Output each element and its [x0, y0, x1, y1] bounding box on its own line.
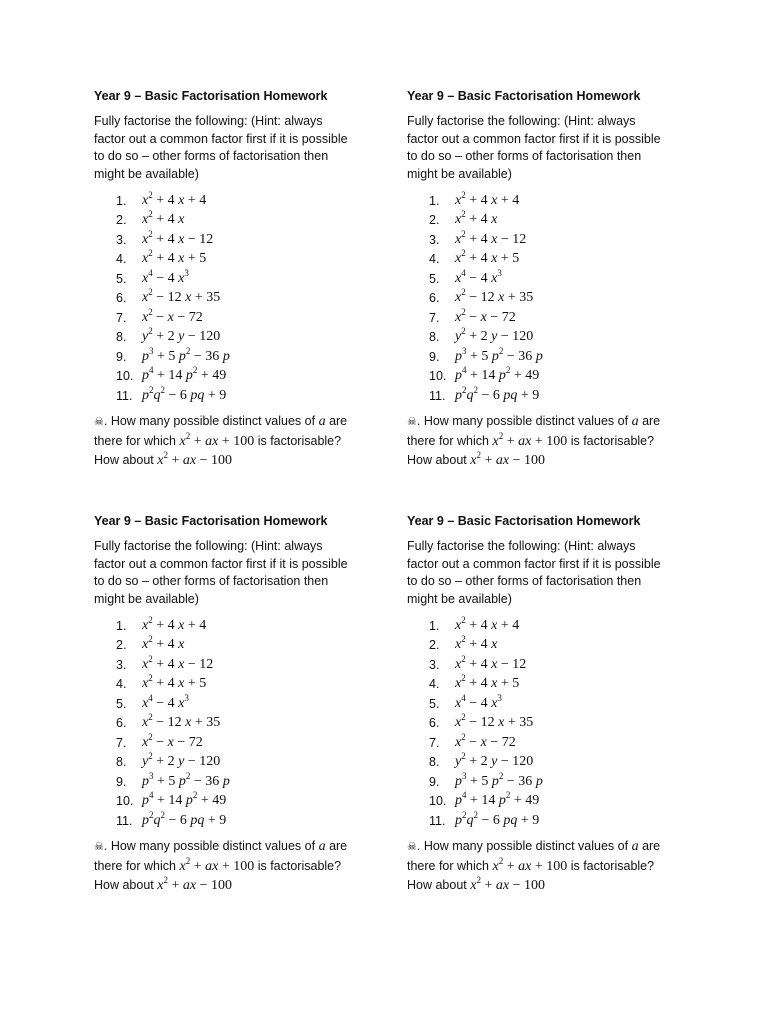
problem-expression: $y^2 + 2$ y − 120: [142, 326, 221, 345]
problem-list: [94, 616, 384, 831]
problem-number: 4.: [116, 252, 127, 267]
challenge-expression-2: $x^2$ + ax − 100: [470, 874, 545, 893]
challenge-expression-2: $x^2$ + ax − 100: [157, 449, 232, 468]
problem-number: 2.: [429, 213, 440, 228]
problem-expression: $p^3 + 5$ $p^2 - 36$ p: [455, 770, 543, 789]
problem-item: [429, 289, 697, 309]
problem-expression: $p^3 + 5$ $p^2 - 36$ p: [142, 770, 230, 789]
challenge-expression-1: $x^2$ + ax + 100: [179, 855, 255, 874]
challenge-expression-1: $x^2$ + ax + 100: [179, 430, 255, 449]
problem-item: [116, 772, 384, 792]
problem-number: 10.: [116, 794, 134, 809]
problem-expression: $x^2 + 4$ x − 12: [142, 228, 214, 247]
problem-item: [116, 811, 384, 831]
challenge-text-1: . How many possible distinct values of: [416, 413, 629, 428]
problem-item: [116, 367, 384, 387]
problem-number: 3.: [116, 657, 127, 672]
instructions-text: Fully factorise the following: (Hint: always factor out a common factor first if it is possible to do so – other forms of factorisation then might be available): [94, 114, 348, 181]
problem-number: 8.: [116, 755, 127, 770]
problem-item: [116, 230, 384, 250]
skull-icon: ☠: [94, 840, 104, 853]
problem-expression: $y^2 + 2$ y − 120: [455, 326, 534, 345]
challenge-text-1: . How many possible distinct values of: [416, 838, 629, 853]
problem-number: 9.: [116, 774, 127, 789]
problem-item: [116, 675, 384, 695]
problem-number: 6.: [429, 716, 440, 731]
problem-expression: $x^2 + 4$ x + 4: [455, 189, 520, 208]
problem-item: [429, 211, 697, 231]
problem-expression: $x^2 + 4$ x + 5: [142, 673, 207, 692]
problem-expression: $p^4 + 14$ $p^2 + 49$: [455, 790, 540, 809]
problem-number: 11.: [116, 388, 133, 403]
worksheet-title: Year 9 – Basic Factorisation Homework: [94, 89, 328, 103]
problem-number: 8.: [116, 330, 127, 345]
problem-list: [407, 191, 697, 406]
challenge-text-3: is factorisable?: [570, 433, 655, 448]
problem-number: 11.: [429, 388, 446, 403]
problem-item: [429, 308, 697, 328]
problem-expression: $x^2 + 4$ x + 4: [142, 189, 207, 208]
skull-icon: ☠: [94, 415, 104, 428]
problem-number: 7.: [116, 735, 127, 750]
problem-number: 7.: [429, 735, 440, 750]
problem-item: [116, 792, 384, 812]
problem-item: [116, 289, 384, 309]
challenge-text-3: is factorisable?: [570, 858, 655, 873]
problem-item: [429, 347, 697, 367]
challenge-text-3: is factorisable?: [257, 858, 342, 873]
problem-item: [429, 792, 697, 812]
challenge-text-4: How about: [407, 877, 467, 892]
problem-item: [429, 714, 697, 734]
problem-number: 10.: [116, 369, 134, 384]
problem-expression: $p^2q^2 - 6$ pq + 9: [455, 809, 540, 828]
problem-item: [429, 675, 697, 695]
challenge-question: [94, 837, 379, 895]
problem-expression: $x^2 + 4$ x: [142, 209, 185, 228]
problem-number: 5.: [429, 271, 440, 286]
problem-expression: $x^2 - 12$ x + 35: [455, 712, 534, 731]
problem-item: [116, 714, 384, 734]
problem-item: [116, 328, 384, 348]
challenge-variable: a: [318, 413, 326, 429]
challenge-text-1: . How many possible distinct values of: [103, 413, 316, 428]
problem-expression: $x^4 - 4$ $x^3$: [142, 692, 189, 711]
problem-item: [429, 386, 697, 406]
challenge-question: [407, 837, 692, 895]
problem-expression: $x^2 - 12$ x + 35: [142, 712, 221, 731]
problem-item: [429, 772, 697, 792]
problem-expression: $x^4 - 4$ $x^3$: [142, 267, 189, 286]
problem-item: [116, 308, 384, 328]
problem-item: [116, 386, 384, 406]
problem-number: 3.: [116, 232, 127, 247]
problem-number: 5.: [429, 696, 440, 711]
problem-item: [116, 347, 384, 367]
challenge-variable: a: [631, 413, 639, 429]
problem-number: 4.: [429, 677, 440, 692]
problem-expression: $x^2 - x - 72$: [142, 306, 203, 325]
problem-expression: $x^2 + 4$ x + 5: [455, 248, 520, 267]
challenge-text-2: are there for which: [407, 838, 661, 873]
problem-expression: $p^4 + 14$ $p^2 + 49$: [455, 365, 540, 384]
problem-expression: $p^4 + 14$ $p^2 + 49$: [142, 790, 227, 809]
challenge-expression-2: $x^2$ + ax − 100: [157, 874, 232, 893]
instructions-text: Fully factorise the following: (Hint: always factor out a common factor first if it is possible to do so – other forms of factorisation then might be available): [407, 539, 661, 606]
problem-number: 1.: [116, 193, 127, 208]
worksheet-title: Year 9 – Basic Factorisation Homework: [407, 89, 641, 103]
problem-number: 9.: [116, 349, 127, 364]
problem-item: [429, 230, 697, 250]
worksheet-title: Year 9 – Basic Factorisation Homework: [94, 514, 328, 528]
problem-expression: $x^2 + 4$ x: [455, 209, 498, 228]
problem-number: 9.: [429, 774, 440, 789]
problem-number: 6.: [429, 291, 440, 306]
problem-expression: $x^2 - 12$ x + 35: [142, 287, 221, 306]
problem-item: [429, 616, 697, 636]
problem-expression: $x^2 + 4$ x: [455, 634, 498, 653]
skull-icon: ☠: [407, 840, 417, 853]
problem-number: 3.: [429, 657, 440, 672]
problem-expression: $x^2 + 4$ x − 12: [455, 653, 527, 672]
challenge-expression-2: $x^2$ + ax − 100: [470, 449, 545, 468]
problem-item: [429, 694, 697, 714]
problem-expression: $x^2 + 4$ x + 5: [455, 673, 520, 692]
problem-expression: $p^3 + 5$ $p^2 - 36$ p: [455, 345, 543, 364]
problem-number: 1.: [116, 618, 127, 633]
problem-expression: $x^4 - 4$ $x^3$: [455, 267, 502, 286]
challenge-text-2: are there for which: [407, 413, 661, 448]
problem-expression: $x^2 + 4$ x + 4: [455, 614, 520, 633]
problem-item: [429, 191, 697, 211]
problem-expression: $p^4 + 14$ $p^2 + 49$: [142, 365, 227, 384]
problem-expression: $x^2 - x - 72$: [455, 731, 516, 750]
problem-item: [429, 367, 697, 387]
challenge-text-3: is factorisable?: [257, 433, 342, 448]
problem-number: 6.: [116, 291, 127, 306]
challenge-variable: a: [318, 838, 326, 854]
problem-number: 9.: [429, 349, 440, 364]
challenge-expression-1: $x^2$ + ax + 100: [492, 430, 568, 449]
problem-item: [116, 269, 384, 289]
problem-number: 8.: [429, 755, 440, 770]
problem-number: 2.: [116, 638, 127, 653]
skull-icon: ☠: [407, 415, 417, 428]
problem-number: 2.: [429, 638, 440, 653]
challenge-text-4: How about: [94, 877, 154, 892]
problem-expression: $x^2 + 4$ x + 4: [142, 614, 207, 633]
problem-item: [429, 733, 697, 753]
problem-number: 10.: [429, 794, 447, 809]
problem-item: [429, 328, 697, 348]
problem-expression: $y^2 + 2$ y − 120: [142, 751, 221, 770]
challenge-question: [407, 412, 692, 470]
challenge-text-2: are there for which: [94, 413, 348, 448]
problem-number: 11.: [116, 813, 133, 828]
worksheet-copy-4: [407, 513, 697, 895]
problem-number: 4.: [116, 677, 127, 692]
problem-expression: $x^2 - x - 72$: [455, 306, 516, 325]
problem-number: 7.: [429, 310, 440, 325]
instructions-text: Fully factorise the following: (Hint: always factor out a common factor first if it is possible to do so – other forms of factorisation then might be available): [407, 114, 661, 181]
problem-number: 1.: [429, 618, 440, 633]
problem-item: [116, 250, 384, 270]
worksheet-copy-2: [407, 88, 697, 470]
problem-number: 4.: [429, 252, 440, 267]
problem-expression: $p^2q^2 - 6$ pq + 9: [142, 809, 227, 828]
problem-item: [116, 655, 384, 675]
problem-number: 11.: [429, 813, 446, 828]
challenge-expression-1: $x^2$ + ax + 100: [492, 855, 568, 874]
problem-number: 8.: [429, 330, 440, 345]
problem-item: [429, 636, 697, 656]
problem-item: [116, 191, 384, 211]
problem-item: [429, 811, 697, 831]
problem-number: 1.: [429, 193, 440, 208]
challenge-text-4: How about: [94, 452, 154, 467]
problem-item: [429, 269, 697, 289]
challenge-variable: a: [631, 838, 639, 854]
problem-item: [116, 636, 384, 656]
problem-item: [116, 694, 384, 714]
problem-expression: $p^3 + 5$ $p^2 - 36$ p: [142, 345, 230, 364]
challenge-text-2: are there for which: [94, 838, 348, 873]
problem-expression: $x^2 - 12$ x + 35: [455, 287, 534, 306]
worksheet-copy-3: [94, 513, 384, 895]
problem-number: 2.: [116, 213, 127, 228]
problem-item: [429, 753, 697, 773]
problem-number: 3.: [429, 232, 440, 247]
problem-item: [116, 733, 384, 753]
problem-expression: $x^2 + 4$ x + 5: [142, 248, 207, 267]
problem-number: 7.: [116, 310, 127, 325]
problem-item: [429, 250, 697, 270]
problem-item: [116, 753, 384, 773]
problem-item: [116, 616, 384, 636]
problem-expression: $y^2 + 2$ y − 120: [455, 751, 534, 770]
problem-number: 5.: [116, 271, 127, 286]
problem-expression: $x^4 - 4$ $x^3$: [455, 692, 502, 711]
instructions-text: Fully factorise the following: (Hint: always factor out a common factor first if it is possible to do so – other forms of factorisation then might be available): [94, 539, 348, 606]
challenge-text-1: . How many possible distinct values of: [103, 838, 316, 853]
problem-expression: $x^2 + 4$ x − 12: [142, 653, 214, 672]
problem-expression: $x^2 + 4$ x − 12: [455, 228, 527, 247]
problem-expression: $x^2 + 4$ x: [142, 634, 185, 653]
problem-number: 10.: [429, 369, 447, 384]
problem-item: [429, 655, 697, 675]
problem-expression: $p^2q^2 - 6$ pq + 9: [142, 384, 227, 403]
worksheet-title: Year 9 – Basic Factorisation Homework: [407, 514, 641, 528]
problem-item: [116, 211, 384, 231]
problem-number: 6.: [116, 716, 127, 731]
challenge-text-4: How about: [407, 452, 467, 467]
problem-expression: $x^2 - x - 72$: [142, 731, 203, 750]
problem-list: [407, 616, 697, 831]
problem-expression: $p^2q^2 - 6$ pq + 9: [455, 384, 540, 403]
challenge-question: [94, 412, 379, 470]
problem-list: [94, 191, 384, 406]
worksheet-copy-1: [94, 88, 384, 470]
problem-number: 5.: [116, 696, 127, 711]
